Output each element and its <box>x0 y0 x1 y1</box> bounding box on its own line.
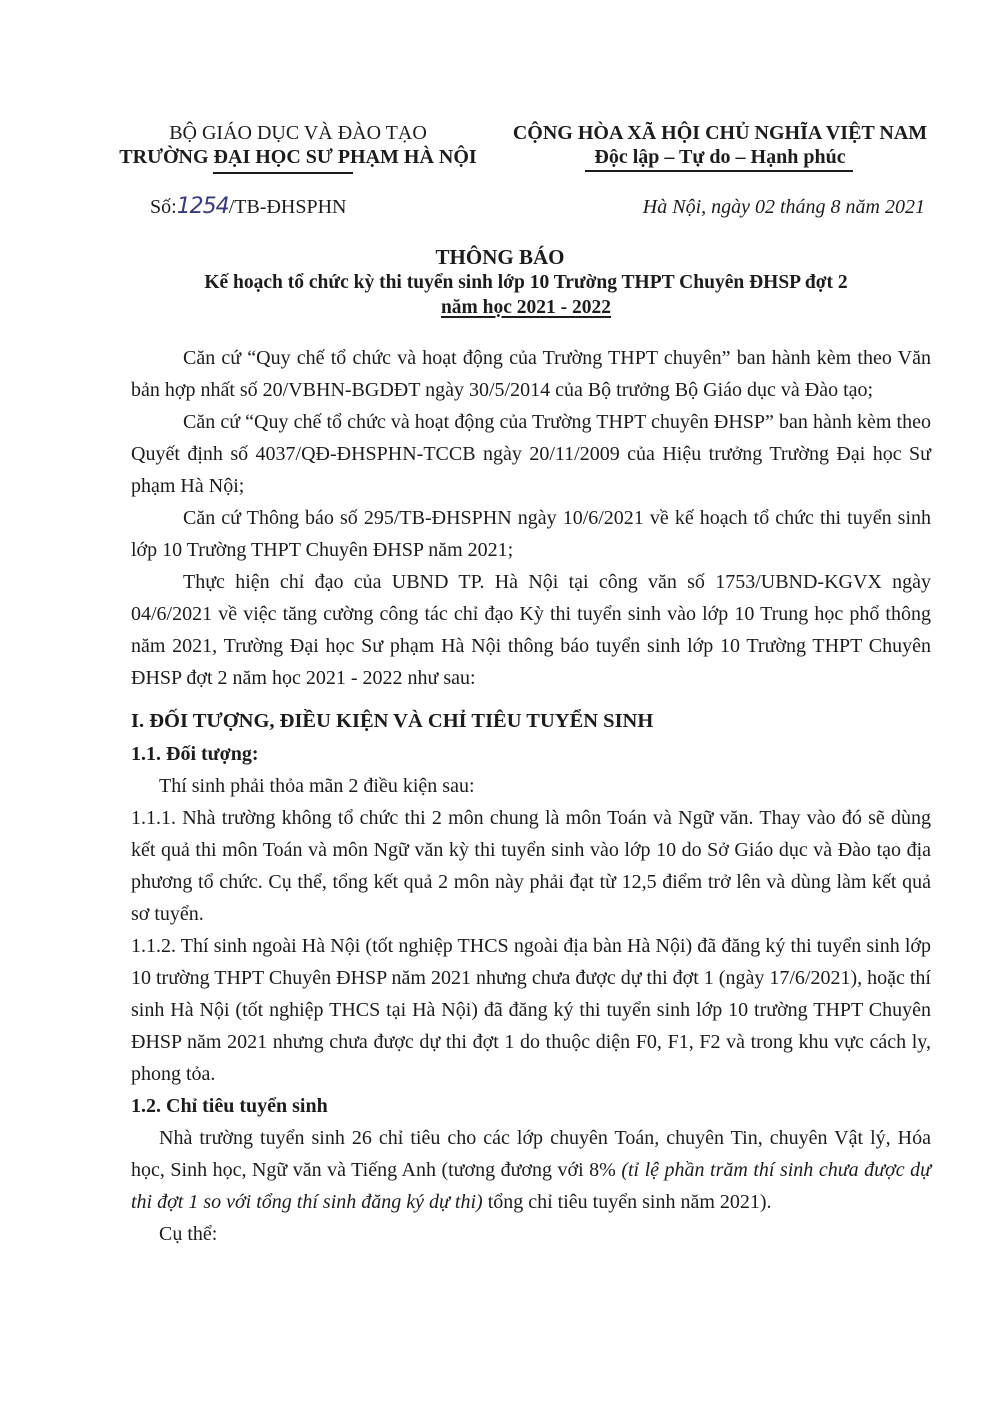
ministry-name: BỘ GIÁO DỤC VÀ ĐÀO TẠO <box>169 122 427 144</box>
header-right-underline <box>585 170 853 172</box>
place-date: Hà Nội, ngày 02 tháng 8 năm 2021 <box>642 196 925 218</box>
specifically-label: Cụ thể: <box>159 1223 218 1245</box>
preamble-paragraph: Căn cứ Thông báo số 295/TB-ĐHSPHN ngày 10/6/2021 về kế hoạch tổ chức thi tuyển sinh lớp 10 Trường THPT Chuyên ĐHSP năm 2021; <box>131 507 931 561</box>
clause-1-1-2: 1.1.2. Thí sinh ngoài Hà Nội (tốt nghiệp THCS ngoài địa bàn Hà Nội) đã đăng ký thi tuyển sinh lớp 10 trường THPT Chuyên ĐHSP năm 2021 nhưng chưa được dự thi đợt 1 (ngày 17/6/2021), hoặc thí sinh Hà Nội (tốt nghiệp THCS tại Hà Nội) đã đăng ký thi tuyển sinh lớp 10 trường THPT Chuyên ĐHSP năm 2021 nhưng chưa được dự thi đợt 1 do thuộc diện F0, F1, F2 và trong khu vực cách ly, phong tỏa. <box>131 935 931 1085</box>
handwritten-number: 1254 <box>176 194 229 219</box>
preamble-paragraph: Căn cứ “Quy chế tổ chức và hoạt động của Trường THPT chuyên” ban hành kèm theo Văn bản hợp nhất số 20/VBHN-BGDĐT ngày 30/5/2014 của Bộ trưởng Bộ Giáo dục và Đào tạo; <box>131 347 931 401</box>
subsection-heading: 1.2. Chỉ tiêu tuyển sinh <box>131 1095 328 1117</box>
quota-paragraph <box>131 1122 931 1218</box>
quota-text-end: tổng chỉ tiêu tuyển sinh năm 2021). <box>482 1191 772 1213</box>
document-body <box>131 342 931 1250</box>
document-subtitle-line1: Kế hoạch tổ chức kỳ thi tuyển sinh lớp 10 Trường THPT Chuyên ĐHSP đợt 2 <box>204 272 848 293</box>
section-heading: I. ĐỐI TƯỢNG, ĐIỀU KIỆN VÀ CHỈ TIÊU TUYỂN SINH <box>131 710 654 732</box>
doc-number-prefix: Số: <box>150 196 177 218</box>
subsection-heading: 1.1. Đối tượng: <box>131 743 259 765</box>
school-name: TRƯỜNG ĐẠI HỌC SƯ PHẠM HÀ NỘI <box>119 146 477 168</box>
national-motto: Độc lập – Tự do – Hạnh phúc <box>594 146 846 168</box>
quota-text: Nhà trường tuyển sinh 26 chỉ tiêu cho các lớp chuyên Toán, chuyên Tin, chuyên Vật lý, Hóa học, Sinh học, Ngữ văn và Tiếng Anh (tương đương với 8% <box>131 1127 931 1181</box>
preamble-paragraph: Căn cứ “Quy chế tổ chức và hoạt động của Trường THPT chuyên ĐHSP” ban hành kèm theo Quyết định số 4037/QĐ-ĐHSPHN-TCCB ngày 20/11/2009 của Hiệu trưởng Trường Đại học Sư phạm Hà Nội; <box>131 411 931 497</box>
clause-1-1-1: 1.1.1. Nhà trường không tổ chức thi 2 môn chung là môn Toán và Ngữ văn. Thay vào đó sẽ dùng kết quả thi môn Toán và môn Ngữ văn kỳ thi tuyển sinh vào lớp 10 do Sở Giáo dục và Đào tạo địa phương tổ chức. Cụ thể, tổng kết quả 2 môn này phải đạt từ 12,5 điểm trở lên và dùng làm kết quả sơ tuyển. <box>131 807 931 925</box>
document-number <box>150 194 346 219</box>
quota-italic-note: (tỉ lệ phần trăm thí sinh chưa được dự thi đợt 1 so với tổng thí sinh đăng ký dự thi) <box>131 1159 931 1213</box>
header-left-underline <box>213 172 353 174</box>
document-subtitle-line2 <box>0 297 1000 319</box>
subtitle-year: năm học 2021 - 2022 <box>440 297 612 318</box>
doc-number-suffix: /TB-ĐHSPHN <box>228 196 347 218</box>
document-title: THÔNG BÁO <box>435 245 565 269</box>
country-name: CỘNG HÒA XÃ HỘI CHỦ NGHĨA VIỆT NAM <box>512 122 928 144</box>
preamble-paragraph: Thực hiện chỉ đạo của UBND TP. Hà Nội tại công văn số 1753/UBND-KGVX ngày 04/6/2021 về việc tăng cường công tác chỉ đạo Kỳ thi tuyển sinh vào lớp 10 Trung học phổ thông năm 2021, Trường Đại học Sư phạm Hà Nội thông báo tuyển sinh lớp 10 Trường THPT Chuyên ĐHSP đợt 2 năm học 2021 - 2022 như sau: <box>131 571 931 689</box>
subsection-intro: Thí sinh phải thỏa mãn 2 điều kiện sau: <box>159 775 475 797</box>
